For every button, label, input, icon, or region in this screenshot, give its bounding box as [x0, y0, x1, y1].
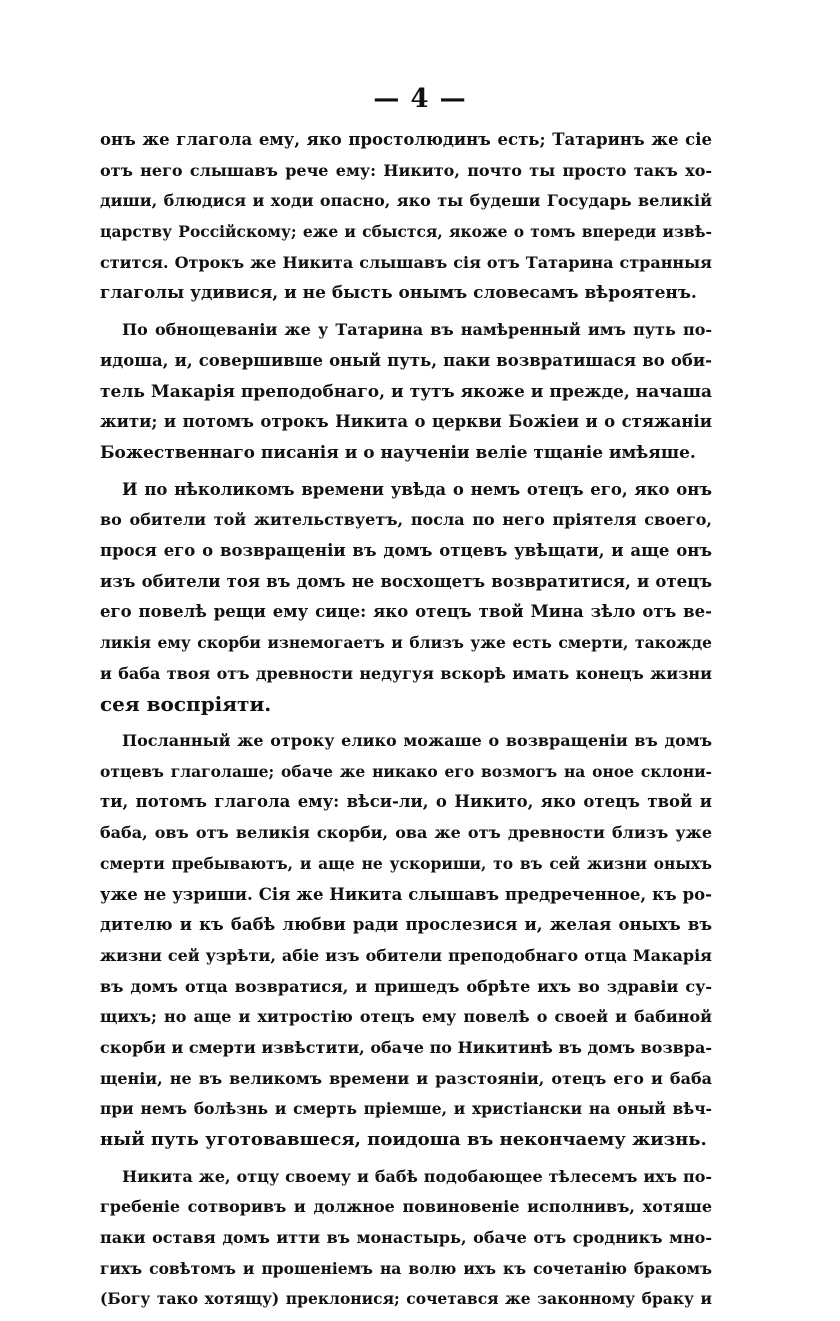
text-line: онъ же глагола ему, яко простолюдинъ есть; Татаринъ же сіе: [100, 130, 712, 149]
text-line: паки оставя домъ итти въ монастырь, обаче отъ сродникъ мно-: [100, 1228, 712, 1248]
text-line: ликія ему скорби изнемогаетъ и близъ уже есть смерти, такожде: [100, 633, 712, 652]
paragraph: [100, 125, 712, 309]
text-line: гребеніе сотворивъ и должное повиновеніе исполнивъ, хотяше: [100, 1197, 712, 1217]
text-body: [100, 125, 712, 1321]
text-line: (Богу тако хотящу) преклонися; сочетався же законному браку и: [100, 1289, 712, 1309]
text-line: Никита же, отцу своему и бабѣ подобающее тѣлесемъ ихъ по-: [122, 1166, 712, 1186]
text-line: щихъ; но аще и хитростію отецъ ему повелѣ о своей и бабиной: [100, 1007, 712, 1027]
page-number: — 4 —: [373, 84, 467, 114]
text-line: Божественнаго писанія и о наученіи веліе тщаніе имѣяше.: [100, 442, 696, 463]
text-line: И по нѣколикомъ времени увѣда о немъ отецъ его, яко онъ: [122, 479, 712, 499]
text-line: тель Макарія преподобнаго, и тутъ якоже и прежде, начаша: [100, 381, 712, 402]
text-line: сея воспріяти.: [100, 692, 272, 717]
text-line: Посланный же отроку елико можаше о возвращеніи въ домъ: [122, 731, 712, 751]
paragraph: [100, 1162, 712, 1315]
paragraph: [100, 475, 712, 721]
text-line: его повелѣ рещи ему сице: яко отецъ твой Мина зѣло отъ ве-: [100, 602, 712, 622]
text-line: прося его о возвращеніи въ домъ отцевъ увѣщати, и аще онъ: [100, 540, 712, 560]
text-line: уже не узриши. Сія же Никита слышавъ предреченное, къ ро-: [100, 884, 712, 904]
text-line: въ домъ отца возвратися, и пришедъ обрѣте ихъ во здравіи су-: [100, 976, 712, 996]
text-line: идоша, и, совершивше оный путь, паки возвратишася во оби-: [100, 350, 712, 370]
text-line: глаголы удивися, и не бысть онымъ словесамъ вѣроятенъ.: [100, 283, 697, 304]
text-line: жити; и потомъ отрокъ Никита о церкви Божіеи и о стяжаніи: [100, 412, 712, 432]
text-line: отъ него слышавъ рече ему: Никито, почто ты просто такъ хо-: [100, 160, 712, 180]
paragraph: [100, 315, 712, 468]
text-line: стится. Отрокъ же Никита слышавъ сія отъ Татарина странныя: [100, 252, 712, 272]
text-line: По обнощеваніи же у Татарина въ намѣренный имъ путь по-: [122, 320, 712, 340]
text-line: скорби и смерти извѣстити, обаче по Никитинѣ въ домъ возвра-: [100, 1037, 712, 1057]
text-line: во обители той жительствуетъ, посла по него пріятеля своего,: [100, 510, 712, 530]
text-line: ти, потомъ глагола ему: вѣси-ли, о Никито, яко отецъ твой и: [100, 792, 712, 812]
text-line: изъ обители тоя въ домъ не восхощетъ возвратитися, и отецъ: [100, 571, 712, 591]
text-line: баба, овъ отъ великія скорби, ова же отъ древности близъ уже: [100, 823, 712, 843]
text-line: диши, блюдися и ходи опасно, яко ты будеши Государь великій: [100, 191, 712, 211]
paragraph: [100, 726, 712, 1156]
text-line: гихъ совѣтомъ и прошеніемъ на волю ихъ къ сочетанію бракомъ: [100, 1258, 712, 1278]
text-line: смерти пребываютъ, и аще не ускориши, то въ сей жизни оныхъ: [100, 853, 712, 873]
text-line: жизни сей узрѣти, абіе изъ обители преподобнаго отца Макарія: [100, 945, 712, 965]
text-line: щеніи, не въ великомъ времени и разстояніи, отецъ его и баба: [100, 1068, 712, 1088]
text-line: при немъ болѣзнь и смерть пріемше, и христіански на оный вѣч-: [100, 1099, 712, 1119]
text-line: царству Россійскому; еже и сбыстся, якоже о томъ впереди извѣ-: [100, 222, 712, 242]
text-line: дителю и къ бабѣ любви ради прослезися и, желая оныхъ въ: [100, 915, 712, 935]
text-line: и баба твоя отъ древности недугуя вскорѣ имать конецъ жизни: [100, 663, 712, 683]
text-line: отцевъ глаголаше; обаче же никако его возмогъ на оное склони-: [100, 761, 712, 781]
text-line: ный путь уготовавшеся, поидоша въ некончаему жизнь.: [100, 1129, 707, 1150]
